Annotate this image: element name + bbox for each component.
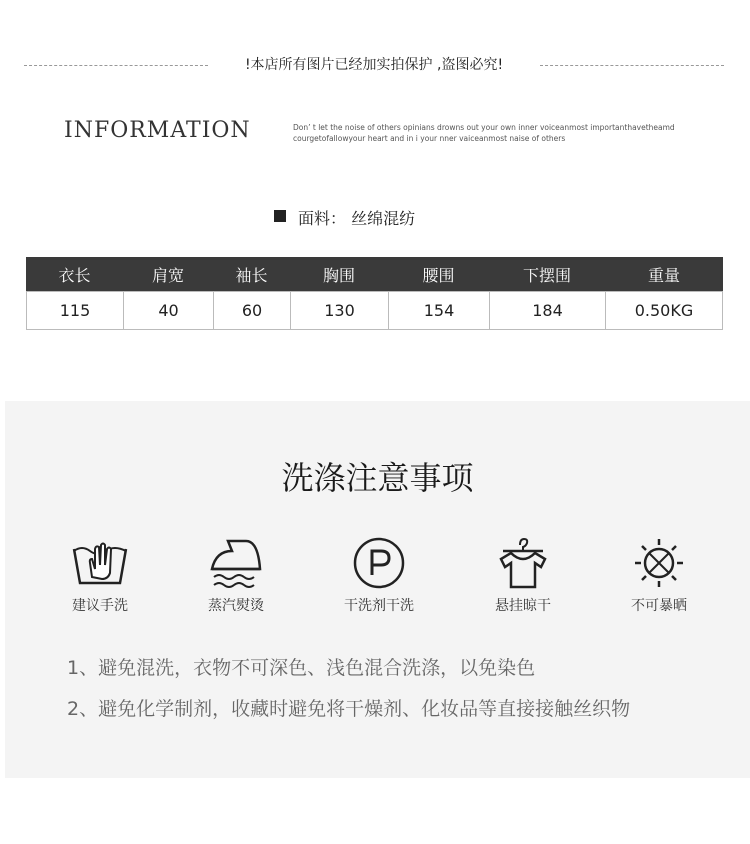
quote-line-1: Don’ t let the noise of others opinians drowns out your own inner voiceanmost importanthavetheamd xyxy=(293,123,675,132)
care-instructions-panel xyxy=(5,401,750,778)
care-item-no-sun xyxy=(594,535,724,625)
care-note-1: 1、避免混洗，衣物不可深色、浅色混合洗涤，以免染色 xyxy=(67,657,536,679)
square-bullet-icon xyxy=(274,210,286,222)
value-cell-shoulder: 40 xyxy=(158,301,179,320)
notice-row xyxy=(24,52,724,78)
care-item-dry-clean xyxy=(314,535,444,625)
value-cell-sleeve: 60 xyxy=(241,301,263,320)
size-table xyxy=(26,257,723,330)
hang-dry-icon xyxy=(493,535,553,591)
size-table-row xyxy=(26,291,723,330)
header-cell-length: 衣长 xyxy=(58,265,91,285)
size-table-header xyxy=(26,257,723,291)
dashed-divider-left xyxy=(24,65,208,66)
header-cell-waist: 腰围 xyxy=(422,265,455,285)
care-label-hang-dry: 悬挂晾干 xyxy=(495,598,551,614)
care-note-2: 2、避免化学制剂，收藏时避免将干燥剂、化妆品等直接接触丝织物 xyxy=(67,698,631,720)
fabric-label: 面料： 丝绵混纺 xyxy=(298,209,416,228)
care-title: 洗涤注意事项 xyxy=(281,459,474,497)
header-cell-sleeve: 袖长 xyxy=(235,265,268,285)
care-label-hand-wash: 建议手洗 xyxy=(72,598,128,614)
care-item-steam-iron xyxy=(171,535,301,625)
care-label-steam-iron: 蒸汽熨烫 xyxy=(208,598,264,614)
information-quote xyxy=(293,122,713,144)
care-label-no-sun: 不可暴晒 xyxy=(631,598,687,614)
care-label-dry-clean: 干洗剂干洗 xyxy=(344,598,414,614)
hand-wash-icon xyxy=(70,535,130,591)
dry-clean-p-icon xyxy=(349,535,409,591)
value-cell-length: 115 xyxy=(59,301,91,320)
quote-line-2: courgetofallowyour heart and in i your nner vaiceanmost naise of others xyxy=(293,134,566,143)
header-cell-hem: 下摆围 xyxy=(522,265,571,285)
care-item-hang-dry xyxy=(458,535,588,625)
header-cell-chest: 胸围 xyxy=(322,265,355,285)
copyright-notice: !本店所有图片已经加实拍保护 ,盗图必究! xyxy=(244,57,504,73)
information-title: INFORMATION xyxy=(64,118,251,143)
steam-iron-icon xyxy=(206,535,266,591)
value-cell-hem: 184 xyxy=(532,301,563,320)
care-item-hand-wash xyxy=(35,535,165,625)
value-cell-weight: 0.50KG xyxy=(634,301,694,320)
value-cell-chest: 130 xyxy=(324,301,355,320)
dashed-divider-right xyxy=(540,65,724,66)
no-sun-icon xyxy=(629,535,689,591)
value-cell-waist: 154 xyxy=(423,301,455,320)
header-cell-shoulder: 肩宽 xyxy=(151,265,184,285)
header-cell-weight: 重量 xyxy=(647,265,680,285)
